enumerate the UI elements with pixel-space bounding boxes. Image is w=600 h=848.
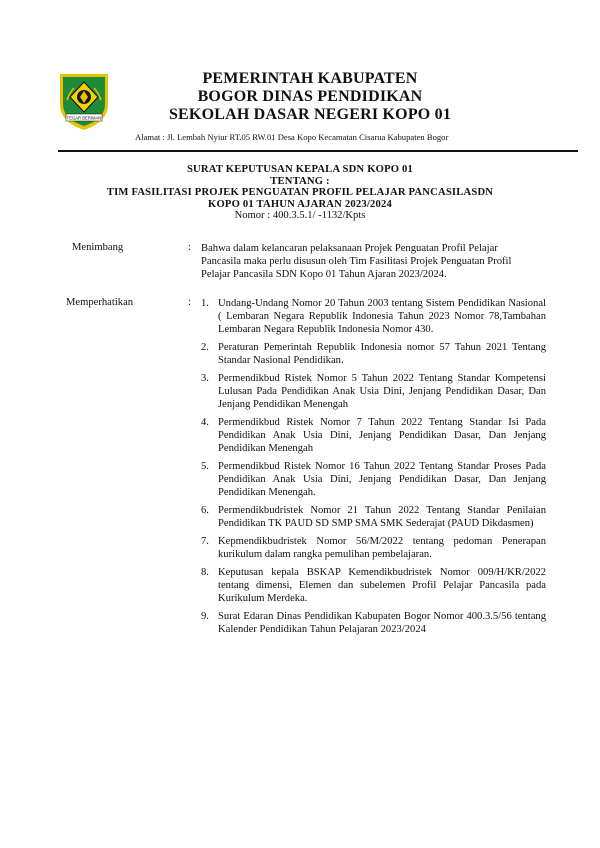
decree-title-line-3: TIM FASILITASI PROJEK PENGUATAN PROFIL PELAJAR PANCASILASDN (106, 187, 494, 199)
menimbang-text: Bahwa dalam kelancaran pelaksanaan Projek Penguatan Profil Pelajar Pancasila maka perlu disusun oleh Tim Fasilitasi Projek Penguatan Profil Pelajar Pancasila SDN Kopo 01 Tahun Ajaran 2023/2024. (201, 243, 512, 280)
list-item-text: Permendikbud Ristek Nomor 7 Tahun 2022 Tentang Standar Isi Pada Pendidikan Anak Usia Dini, Jenjang Pendidikan Dasar, Dan Jenjang Pendidikan Menengah (218, 417, 546, 454)
letterhead-line-2: BOGOR DINAS PENDIDIKAN (197, 88, 423, 105)
list-item-number: 8. (201, 567, 209, 578)
list-item (201, 535, 546, 561)
memperhatikan-label: Memperhatikan (66, 297, 134, 308)
letterhead (120, 70, 500, 142)
memperhatikan-colon: : (188, 297, 191, 308)
list-item-text: Permendikbud Ristek Nomor 16 Tahun 2022 Tentang Standar Proses Pada Pendidikan Anak Usia Dini, Jenjang Pendidikan Dasar, Dan Jenjang Pendidikan Menengah. (218, 461, 546, 498)
list-item-text: Undang-Undang Nomor 20 Tahun 2003 tentang Sistem Pendidikan Nasional ( Lembaran Negara Republik Indonesia Tahun 2023 Nomor 78,Tambahan Lembaran Negara Republik Indonesia Nomor 430. (218, 298, 546, 335)
decree-title-line-2: TENTANG : (270, 175, 330, 187)
list-item-number: 2. (201, 342, 209, 353)
logo-motto: TEGAR BERIMAN (66, 115, 102, 121)
list-item (201, 460, 546, 499)
letterhead-line-3: SEKOLAH DASAR NEGERI KOPO 01 (168, 106, 452, 123)
coat-of-arms-icon (58, 70, 110, 132)
school-address: Alamat : Jl. Lembah Nyiur RT.05 RW.01 Desa Kopo Kecamatan Cisarua Kabupaten Bogor (135, 132, 449, 142)
list-item-number: 4. (201, 417, 209, 428)
kabupaten-bogor-logo (58, 70, 110, 132)
list-item (201, 341, 546, 367)
menimbang-label: Menimbang (72, 242, 124, 253)
list-item (201, 372, 546, 411)
list-item-text: Permendikbud Ristek Nomor 5 Tahun 2022 Tentang Standar Kompetensi Lulusan Pada Pendidikan Anak Usia Dini, Jenjang Pendidikan Dasar, Dan Jenjang Pendidikan Menengah (218, 373, 546, 410)
list-item-number: 9. (201, 611, 209, 622)
list-item (201, 610, 546, 636)
list-item-number: 3. (201, 373, 209, 384)
list-item-text: Keputusan kepala BSKAP Kemendikbudristek Nomor 009/H/KR/2022 tentang dimensi, Elemen dan subelemen Profil Pelajar Pancasila pada Kurikulum Merdeka. (218, 567, 546, 604)
decree-number: Nomor : 400.3.5.1/ -1132/Kpts (234, 210, 366, 222)
decree-title (60, 164, 540, 222)
letterhead-line-1: PEMERINTAH KABUPATEN (202, 70, 418, 87)
memperhatikan-list (201, 297, 546, 641)
menimbang-colon: : (188, 242, 191, 253)
list-item (201, 566, 546, 605)
decree-title-line-4: KOPO 01 TAHUN AJARAN 2023/2024 (208, 198, 392, 210)
list-item (201, 504, 546, 530)
list-item-text: Peraturan Pemerintah Republik Indonesia nomor 57 Tahun 2021 Tentang Standar Nasional Pendidikan. (218, 342, 546, 366)
list-item-text: Surat Edaran Dinas Pendidikan Kabupaten Bogor Nomor 400.3.5/56 tentang Kalender Pendidikan Tahun Pelajaran 2023/2024 (218, 611, 546, 635)
list-item-text: Permendikbudristek Nomor 21 Tahun 2022 Tentang Standar Penilaian Pendidikan TK PAUD SD SMP SMA SMK Sederajat (PAUD Dikdasmen) (218, 505, 546, 529)
list-item (201, 416, 546, 455)
list-item-text: Kepmendikbudristek Nomor 56/M/2022 tentang pedoman Penerapan kurikulum dalam rangka pemulihan pembelajaran. (218, 536, 546, 560)
letterhead-divider (58, 150, 578, 152)
list-item-number: 6. (201, 505, 209, 516)
list-item-number: 5. (201, 461, 209, 472)
decree-title-line-1: SURAT KEPUTUSAN KEPALA SDN KOPO 01 (186, 164, 414, 175)
list-item-number: 7. (201, 536, 209, 547)
list-item (201, 297, 546, 336)
list-item-number: 1. (201, 298, 209, 309)
